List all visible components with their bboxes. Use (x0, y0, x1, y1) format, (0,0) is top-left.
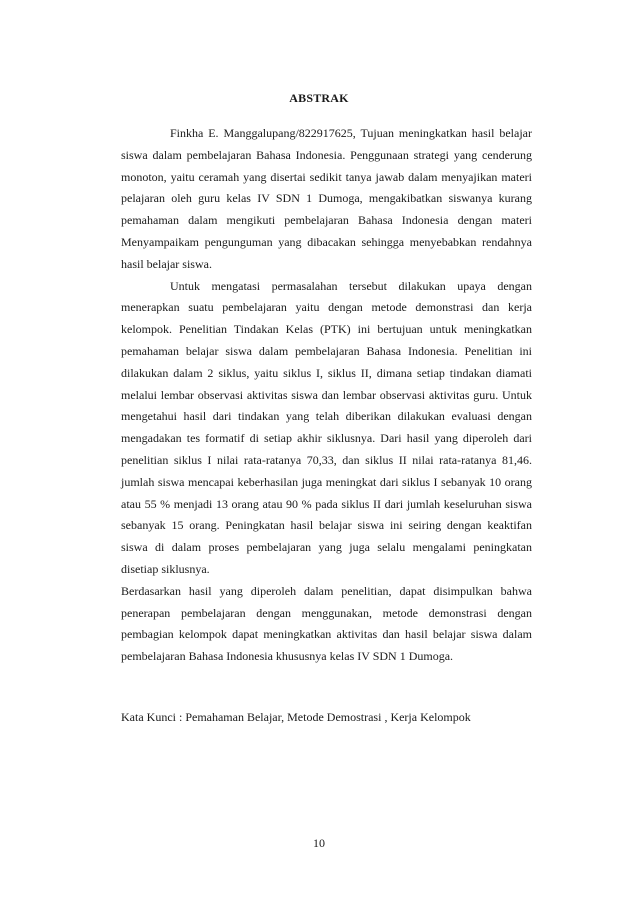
page-number: 10 (313, 836, 325, 850)
abstract-paragraph-2: Untuk mengatasi permasalahan tersebut dilakukan upaya dengan menerapkan suatu pembelajaran yaitu dengan metode demonstrasi dan kerja kelompok. Penelitian Tindakan Kelas (PTK) ini bertujuan untuk meningkatkan pemahaman belajar siswa dalam pembelajaran Bahasa Indonesia. Penelitian ini dilakukan dalam 2 siklus, yaitu siklus I, siklus II, dimana setiap tindakan diamati melalui lembar observasi aktivitas siswa dan lembar observasi aktivitas guru. Untuk mengetahui hasil dari tindakan yang telah diberikan dilakukan evaluasi dengan mengadakan tes formatif di setiap akhir siklusnya. Dari hasil yang diperoleh dari penelitian siklus I nilai rata-ratanya 70,33, dan siklus II nilai rata-ratanya 81,46. jumlah siswa mencapai keberhasilan juga meningkat dari siklus I sebanyak 10 orang atau 55 % menjadi 13 orang atau 90 % pada siklus II dari jumlah keseluruhan siswa sebanyak 15 orang. Peningkatan hasil belajar siswa ini seiring dengan keaktifan siswa di dalam proses pembelajaran yang juga selalu mengalami peningkatan disetiap siklusnya. (121, 278, 532, 576)
abstract-paragraph-1: Finkha E. Manggalupang/822917625, Tujuan meningkatkan hasil belajar siswa dalam pembelajaran Bahasa Indonesia. Penggunaan strategi yang cenderung monoton, yaitu ceramah yang disertai sedikit tanya jawab dalam menyajikan materi pelajaran oleh guru kelas IV SDN 1 Dumoga, mengakibatkan siswanya kurang pemahaman dalam mengikuti pembelajaran Bahasa Indonesia dengan materi Menyampaikam pengunguman yang dibacakan sehingga menyebabkan rendahnya hasil belajar siswa. (121, 126, 532, 271)
keywords-line: Kata Kunci : Pemahaman Belajar, Metode Demostrasi , Kerja Kelompok (121, 710, 471, 724)
abstract-paragraph-3: Berdasarkan hasil yang diperoleh dalam penelitian, dapat disimpulkan bahwa penerapan pembelajaran dengan menggunakan, metode demonstrasi dengan pembagian kelompok dapat meningkatkan aktivitas dan hasil belajar siswa dalam pembelajaran Bahasa Indonesia khususnya kelas IV SDN 1 Dumoga. (121, 583, 532, 664)
abstract-body (121, 123, 532, 668)
abstract-title: ABSTRAK (289, 91, 349, 105)
